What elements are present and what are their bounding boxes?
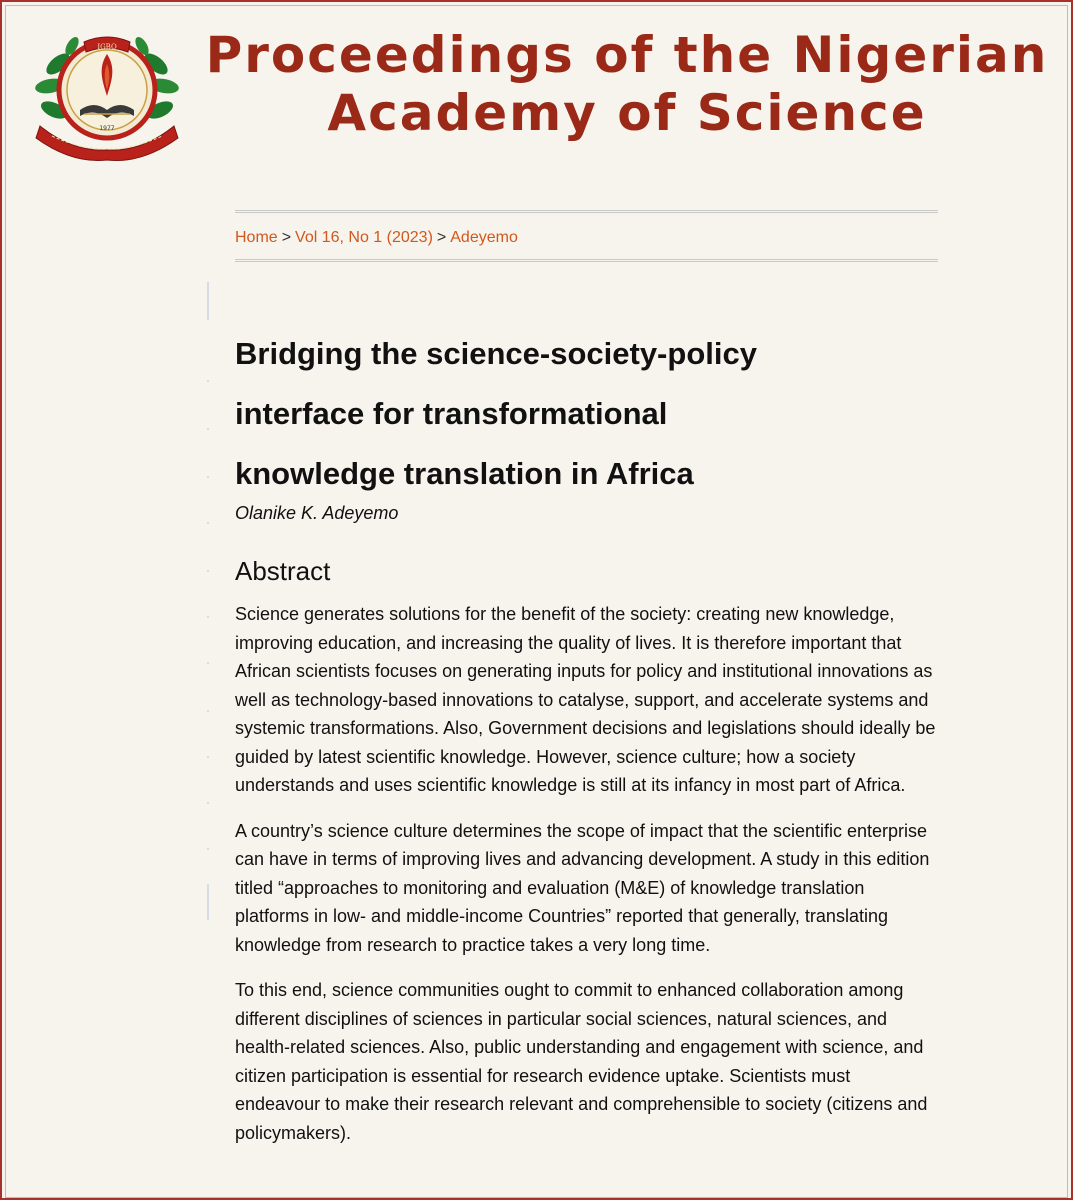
article-content (235, 324, 940, 1147)
sidebar-guide-marks (207, 282, 211, 942)
breadcrumb-issue-link[interactable]: Vol 16, No 1 (2023) (295, 229, 433, 246)
abstract-paragraph-1: Science generates solutions for the benefit of the society: creating new knowledge, improving education, and increasing the quality of lives. It is therefore important that African scientists focuses on generating inputs for policy and institutional innovations as well as technology-based innovations to catalyse, support, and accelerate systems and systemic transformations. Also, Government decisions and legislations should ideally be guided by latest scientific knowledge. However, science culture; how a society understands and uses scientific knowledge is still at its infancy in most part of Africa. (235, 604, 936, 795)
article-title-line-1: Bridging the science-society-policy (235, 336, 757, 371)
masthead-line-1: Proceedings of the Nigerian (205, 26, 1049, 84)
breadcrumb-current-link[interactable]: Adeyemo (450, 229, 518, 246)
seal-top-text: IGBO (97, 43, 117, 51)
article-title (235, 324, 940, 504)
breadcrumb-home-link[interactable]: Home (235, 229, 278, 246)
abstract-paragraph-3: To this end, science communities ought to commit to enhanced collaboration among different disciplines of sciences in particular social sciences, natural sciences, and health-related sciences. Also, public understanding and engagement with science, and citizen participation is essential for research evidence uptake. Scientists must endeavour to make their research relevant and comprehensible to society (citizens and policymakers). (235, 980, 928, 1143)
abstract-paragraph-2: A country’s science culture determines the scope of impact that the scientific enterprise can have in terms of improving lives and advancing development. A study in this edition titled “approaches to monitoring and evaluation (M&E) of knowledge translation platforms in low- and middle-income Countries” reported that generally, translating knowledge from research to practice takes a very long time. (235, 820, 930, 955)
journal-masthead[interactable] (202, 26, 1052, 142)
article-author: Olanike K. Adeyemo (235, 503, 399, 523)
abstract-heading: Abstract (235, 556, 331, 586)
academy-seal-logo[interactable] (32, 24, 182, 162)
breadcrumb-separator: > (436, 229, 447, 246)
article-title-line-2: interface for transformational (235, 396, 668, 431)
article-title-line-3: knowledge translation in Africa (235, 456, 694, 491)
masthead-line-2: Academy of Science (327, 84, 927, 142)
seal-year-text: 1977 (99, 125, 115, 132)
breadcrumb (235, 210, 938, 262)
breadcrumb-separator: > (281, 229, 292, 246)
